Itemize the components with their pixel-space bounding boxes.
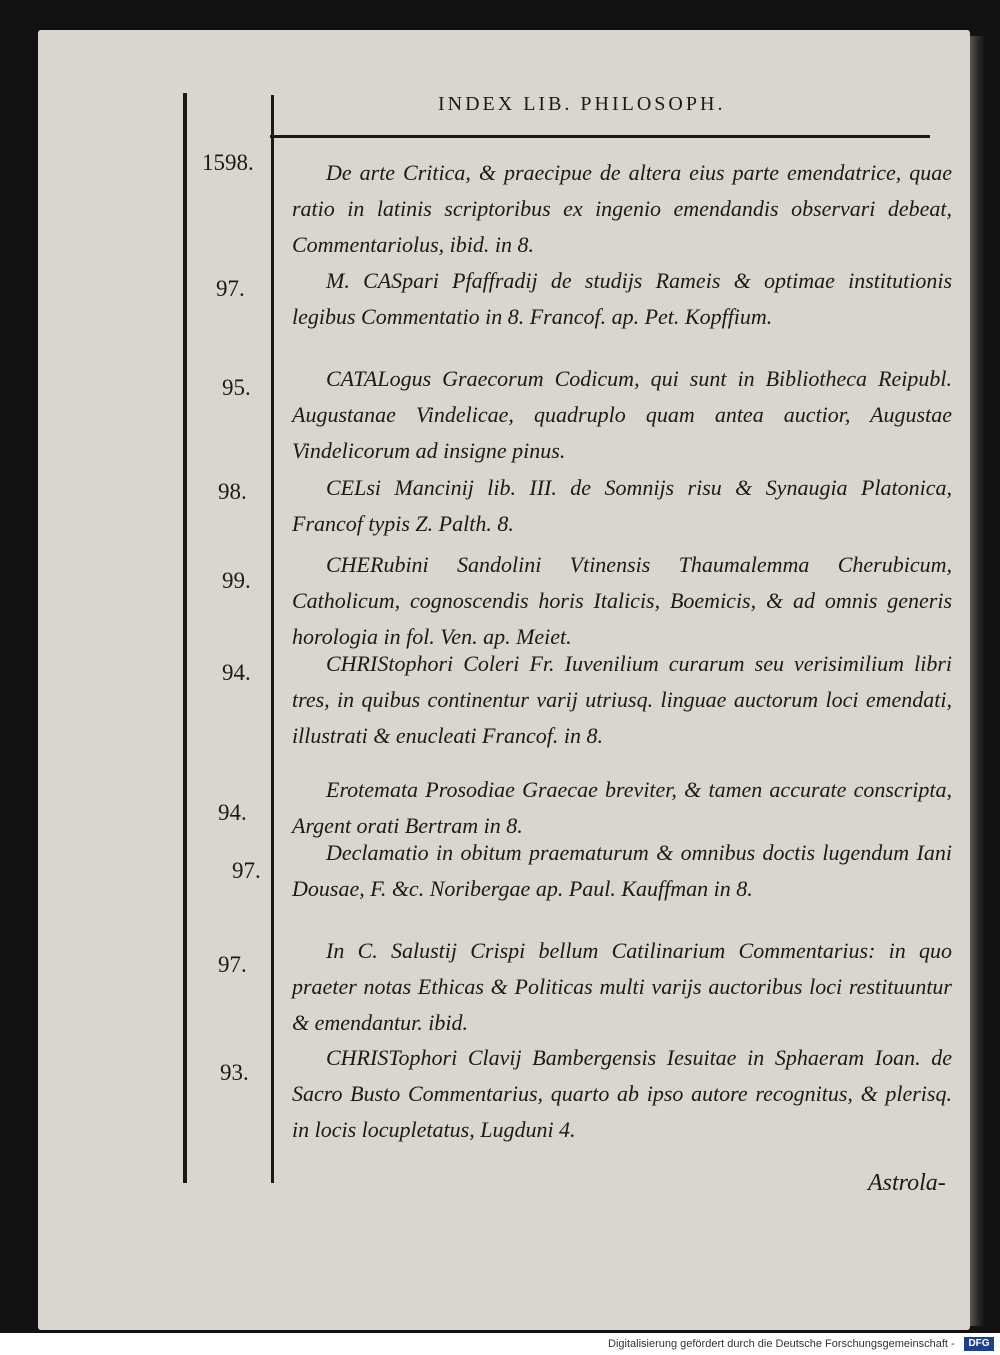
page-edge [970, 36, 984, 1326]
margin-rule-inner [271, 95, 274, 1183]
year-label: 97. [218, 952, 247, 977]
year-label: 95. [222, 375, 251, 400]
year-label: 97. [216, 276, 245, 301]
year-label: 99. [222, 568, 251, 593]
bibliography-entry: CHERubini Sandolini Vtinensis Thaumalemma Cherubicum, Catholicum, cognoscendis horis Italicis, Boemicis, & ad omnis generis horologia in fol. Ven. ap. Meiet. [292, 552, 952, 649]
catchword: Astrola- [868, 1170, 946, 1196]
bibliography-entry: CHRIStophori Coleri Fr. Iuvenilium curarum seu verisimilium libri tres, in quibus continentur varij utriusq. linguae auctorum loci emendati, illustrati & enucleati Francof. in 8. [292, 651, 952, 748]
bibliography-entry: Declamatio in obitum praematurum & omnibus doctis lugendum Iani Dousae, F. &c. Noribergae ap. Paul. Kauffman in 8. [292, 840, 952, 901]
bibliography-entry: CATALogus Graecorum Codicum, qui sunt in Bibliotheca Reipubl. Augustanae Vindelicae, quadruplo quam antea auctior, Augustae Vindelicorum ad insigne pinus. [292, 366, 952, 463]
year-label: 94. [222, 660, 251, 685]
bibliography-entry: De arte Critica, & praecipue de altera eius parte emendatrice, quae ratio in latinis scriptoribus ex ingenio emendandis observari debeat, Commentariolus, ibid. in 8. [292, 160, 952, 257]
year-label: 1598. [202, 150, 254, 175]
digitization-credit: Digitalisierung gefördert durch die Deutsche Forschungsgemeinschaft - [608, 1338, 955, 1350]
dfg-logo: DFG [964, 1337, 994, 1351]
header-rule [270, 135, 930, 138]
running-head: INDEX LIB. PHILOSOPH. [438, 93, 726, 115]
year-label: 93. [220, 1060, 249, 1085]
bibliography-entry: M. CASpari Pfaffradij de studijs Rameis & optimae institutionis legibus Commentatio in 8. Francof. ap. Pet. Kopffium. [292, 268, 952, 329]
year-label: 98. [218, 479, 247, 504]
margin-rule-outer [183, 93, 187, 1183]
year-label: 97. [232, 858, 261, 883]
bibliography-entry: Erotemata Prosodiae Graecae breviter, & tamen accurate conscripta, Argent orati Bertram in 8. [292, 777, 952, 838]
bibliography-entry: CHRISTophori Clavij Bambergensis Iesuitae in Sphaeram Ioan. de Sacro Busto Commentarius, quarto ab ipso autore recognitus, & plerisq. in locis locupletatus, Lugduni 4. [292, 1045, 952, 1142]
bibliography-entry: CELsi Mancinij lib. III. de Somnijs risu & Synaugia Platonica, Francof typis Z. Palth. 8. [292, 475, 952, 536]
year-label: 94. [218, 800, 247, 825]
bibliography-entry: In C. Salustij Crispi bellum Catilinarium Commentarius: in quo praeter notas Ethicas & Politicas multi varijs auctoribus loci restituuntur & emendantur. ibid. [292, 938, 952, 1035]
